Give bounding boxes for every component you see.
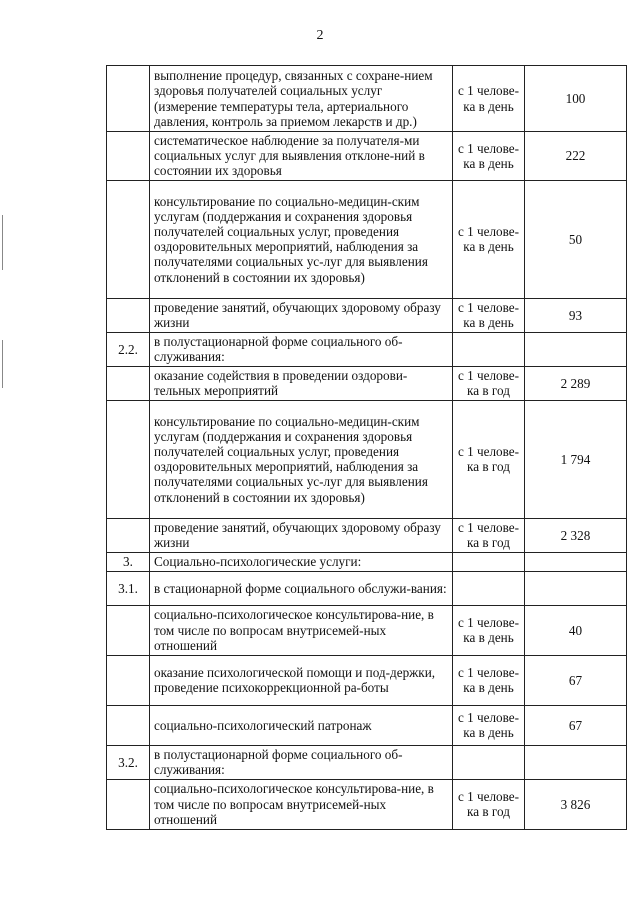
row-number (107, 66, 150, 132)
table-row (107, 571, 627, 605)
unit-of-measure: с 1 челове-ка в день (453, 298, 525, 332)
unit-of-measure: с 1 челове-ка в день (453, 655, 525, 705)
table-row (107, 745, 627, 779)
service-volume (525, 745, 627, 779)
row-number (107, 298, 150, 332)
service-volume: 222 (525, 132, 627, 181)
row-number (107, 705, 150, 745)
service-volume (525, 552, 627, 571)
service-description: систематическое наблюдение за получателя-ми социальных услуг для выявления отклоне-ний в состоянии их здоровья (150, 132, 453, 181)
table-row (107, 66, 627, 132)
service-volume (525, 332, 627, 366)
unit-of-measure: с 1 челове-ка в год (453, 400, 525, 518)
unit-of-measure: с 1 челове-ка в день (453, 66, 525, 132)
row-number (107, 605, 150, 655)
service-description: оказание содействия в проведении оздорови-тельных мероприятий (150, 366, 453, 400)
table-row (107, 298, 627, 332)
page-number: 2 (316, 28, 324, 43)
row-number (107, 400, 150, 518)
row-number (107, 366, 150, 400)
row-number (107, 132, 150, 181)
service-volume: 50 (525, 180, 627, 298)
service-volume: 100 (525, 66, 627, 132)
unit-of-measure: с 1 челове-ка в день (453, 605, 525, 655)
binding-mark (2, 215, 3, 270)
section-heading: в полустационарной форме социального об-служивания: (150, 332, 453, 366)
service-volume: 67 (525, 655, 627, 705)
table-row (107, 655, 627, 705)
unit-of-measure: с 1 челове-ка в день (453, 705, 525, 745)
unit-of-measure: с 1 челове-ка в год (453, 518, 525, 552)
unit-of-measure: с 1 челове-ка в день (453, 132, 525, 181)
service-volume: 67 (525, 705, 627, 745)
table-row (107, 552, 627, 571)
services-table (106, 65, 627, 830)
service-volume (525, 571, 627, 605)
row-number: 3. (107, 552, 150, 571)
service-description: социально-психологический патронаж (150, 705, 453, 745)
table-row (107, 518, 627, 552)
unit-of-measure (453, 552, 525, 571)
unit-of-measure (453, 332, 525, 366)
service-description: социально-психологическое консультирова-ние, в том числе по вопросам внутрисемей-ных отношений (150, 779, 453, 829)
service-description: социально-психологическое консультирова-ние, в том числе по вопросам внутрисемей-ных отношений (150, 605, 453, 655)
services-table-body (107, 66, 627, 830)
section-heading: в стационарной форме социального обслужи-вания: (150, 571, 453, 605)
table-row (107, 366, 627, 400)
service-description: проведение занятий, обучающих здоровому образу жизни (150, 298, 453, 332)
service-volume: 3 826 (525, 779, 627, 829)
service-volume: 40 (525, 605, 627, 655)
service-volume: 93 (525, 298, 627, 332)
table-row (107, 705, 627, 745)
row-number: 3.1. (107, 571, 150, 605)
table-row (107, 132, 627, 181)
section-heading: в полустационарной форме социального об-служивания: (150, 745, 453, 779)
service-description: консультирование по социально-медицин-ским услугам (поддержания и сохранения здоровья получателей социальных услуг, проведения оздоровительных мероприятий, наблюдения за получателями социальных ус-луг для выявления отклонений в состоянии их здоровья) (150, 180, 453, 298)
row-number (107, 655, 150, 705)
table-row (107, 332, 627, 366)
table-row (107, 400, 627, 518)
service-description: выполнение процедур, связанных с сохране-нием здоровья получателей социальных услуг (измерение температуры тела, артериального давления, контроль за приемом лекарств и др.) (150, 66, 453, 132)
row-number (107, 518, 150, 552)
row-number: 3.2. (107, 745, 150, 779)
unit-of-measure (453, 571, 525, 605)
unit-of-measure: с 1 челове-ка в год (453, 779, 525, 829)
table-row (107, 605, 627, 655)
unit-of-measure (453, 745, 525, 779)
service-description: оказание психологической помощи и под-держки, проведение психокоррекционной ра-боты (150, 655, 453, 705)
binding-mark (2, 340, 3, 388)
row-number (107, 779, 150, 829)
unit-of-measure: с 1 челове-ка в год (453, 366, 525, 400)
service-description: проведение занятий, обучающих здоровому образу жизни (150, 518, 453, 552)
row-number (107, 180, 150, 298)
service-volume: 2 328 (525, 518, 627, 552)
service-volume: 1 794 (525, 400, 627, 518)
unit-of-measure: с 1 челове-ка в день (453, 180, 525, 298)
service-description: консультирование по социально-медицин-ским услугам (поддержания и сохранения здоровья получателей социальных услуг, проведения оздоровительных мероприятий, наблюдения за получателями социальных ус-луг для выявления отклонений в состоянии их здоровья) (150, 400, 453, 518)
section-heading: Социально-психологические услуги: (150, 552, 453, 571)
service-volume: 2 289 (525, 366, 627, 400)
table-row (107, 779, 627, 829)
table-row (107, 180, 627, 298)
row-number: 2.2. (107, 332, 150, 366)
